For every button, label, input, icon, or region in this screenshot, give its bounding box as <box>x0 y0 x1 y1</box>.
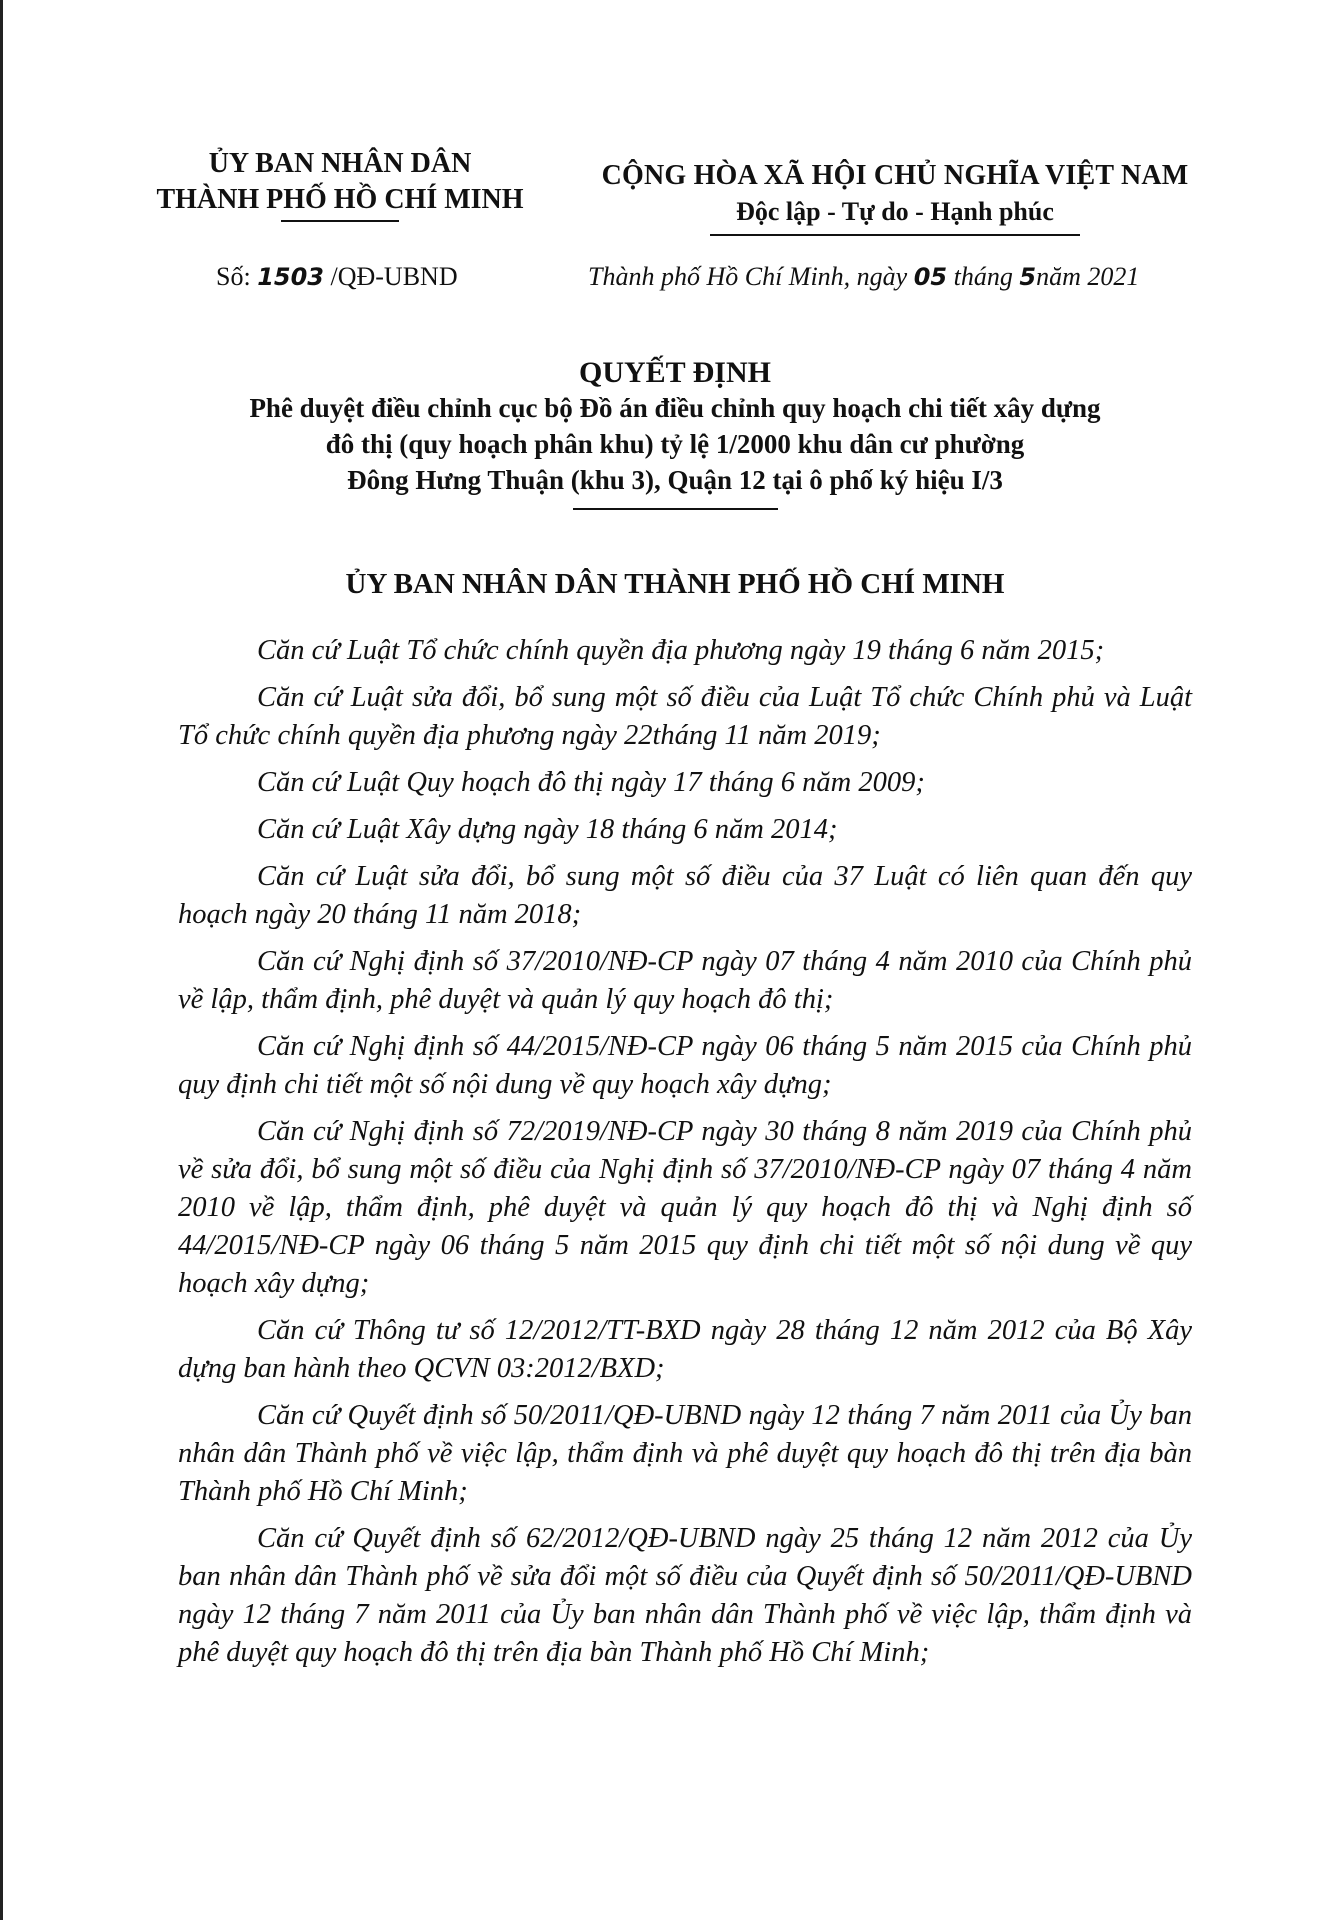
legal-basis-list <box>178 632 1192 1681</box>
nation-motto: Độc lập - Tự do - Hạnh phúc <box>736 197 1054 226</box>
nation-name: CỘNG HÒA XÃ HỘI CHỦ NGHĨA VIỆT NAM <box>601 160 1189 191</box>
decision-subject-line-2: đô thị (quy hoạch phân khu) tỷ lệ 1/2000 khu dân cư phường <box>325 429 1025 459</box>
legal-basis-paragraph: Căn cứ Luật sửa đổi, bổ sung một số điều của 37 Luật có liên quan đến quy hoạch ngày 20 tháng 11 năm 2018; <box>178 861 1192 930</box>
national-motto-header <box>575 158 1215 236</box>
legal-basis-paragraph: Căn cứ Thông tư số 12/2012/TT-BXD ngày 28 tháng 12 năm 2012 của Bộ Xây dựng ban hành theo QCVN 03:2012/BXD; <box>178 1315 1192 1384</box>
place-and-date <box>588 262 1139 292</box>
doc-number-prefix: Số: <box>216 262 258 291</box>
doc-number-handwritten: 1503 <box>257 263 324 291</box>
date-year: năm 2021 <box>1036 262 1140 291</box>
issuing-agency-header <box>150 146 530 222</box>
motto-underline <box>710 234 1080 236</box>
date-month-label: tháng <box>947 262 1020 291</box>
legal-basis-paragraph: Căn cứ Luật Xây dựng ngày 18 tháng 6 năm 2014; <box>257 814 838 845</box>
decision-title-block <box>120 356 1230 510</box>
agency-underline <box>281 220 399 222</box>
legal-basis-paragraph: Căn cứ Nghị định số 72/2019/NĐ-CP ngày 30 tháng 8 năm 2019 của Chính phủ về sửa đổi, bổ sung một số điều của Nghị định số 37/2010/NĐ-CP ngày 07 tháng 4 năm 2010 về lập, thẩm định, phê duyệt và quản lý quy hoạch đô thị và Nghị định số 44/2015/NĐ-CP ngày 06 tháng 5 năm 2015 quy định chi tiết một số nội dung về quy hoạch xây dựng; <box>178 1116 1192 1299</box>
legal-basis-paragraph: Căn cứ Nghị định số 37/2010/NĐ-CP ngày 07 tháng 4 năm 2010 của Chính phủ về lập, thẩm định, phê duyệt và quản lý quy hoạch đô thị; <box>178 946 1192 1015</box>
legal-basis-paragraph: Căn cứ Nghị định số 44/2015/NĐ-CP ngày 06 tháng 5 năm 2015 của Chính phủ quy định chi tiết một số nội dung về quy hoạch xây dựng; <box>178 1031 1192 1100</box>
decision-subject-line-1: Phê duyệt điều chỉnh cục bộ Đồ án điều chỉnh quy hoạch chi tiết xây dựng <box>249 393 1101 423</box>
date-day-handwritten: 05 <box>913 263 948 291</box>
legal-basis-paragraph: Căn cứ Quyết định số 62/2012/QĐ-UBND ngày 25 tháng 12 năm 2012 của Ủy ban nhân dân Thành phố về sửa đổi một số điều của Quyết định số 50/2011/QĐ-UBND ngày 12 tháng 7 năm 2011 của Ủy ban nhân dân Thành phố về việc lập, thẩm định và phê duyệt quy hoạch đô thị trên địa bàn Thành phố Hồ Chí Minh; <box>178 1523 1192 1668</box>
doc-number-suffix: /QĐ-UBND <box>323 262 458 291</box>
scan-edge-line <box>0 0 3 1920</box>
document-number <box>216 262 458 292</box>
issuing-authority: ỦY BAN NHÂN DÂN THÀNH PHỐ HỒ CHÍ MINH <box>345 568 1005 600</box>
legal-basis-paragraph: Căn cứ Quyết định số 50/2011/QĐ-UBND ngày 12 tháng 7 năm 2011 của Ủy ban nhân dân Thành phố về việc lập, thẩm định và phê duyệt quy hoạch đô thị trên địa bàn Thành phố Hồ Chí Minh; <box>178 1400 1192 1507</box>
legal-basis-paragraph: Căn cứ Luật Quy hoạch đô thị ngày 17 tháng 6 năm 2009; <box>257 767 925 798</box>
legal-basis-paragraph: Căn cứ Luật Tổ chức chính quyền địa phương ngày 19 tháng 6 năm 2015; <box>257 635 1105 666</box>
decision-subject-line-3: Đông Hưng Thuận (khu 3), Quận 12 tại ô phố ký hiệu I/3 <box>347 465 1003 495</box>
title-underline <box>573 508 778 510</box>
decision-heading: QUYẾT ĐỊNH <box>579 356 771 389</box>
agency-line-1: ỦY BAN NHÂN DÂN <box>208 148 472 179</box>
date-prefix: Thành phố Hồ Chí Minh, ngày <box>588 262 914 291</box>
date-month-handwritten: 5 <box>1019 263 1037 291</box>
agency-line-2: THÀNH PHỐ HỒ CHÍ MINH <box>156 184 524 215</box>
legal-basis-paragraph: Căn cứ Luật sửa đổi, bổ sung một số điều của Luật Tổ chức Chính phủ và Luật Tổ chức chính quyền địa phương ngày 22tháng 11 năm 2019; <box>178 682 1192 751</box>
